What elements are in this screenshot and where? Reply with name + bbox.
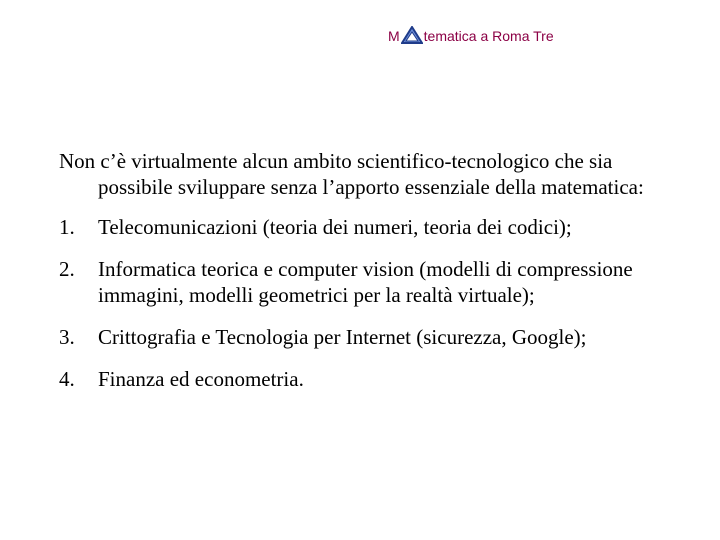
list-item-text: Telecomunicazioni (teoria dei numeri, teoria dei codici); <box>98 215 572 239</box>
triangle-a-logo-icon <box>401 26 423 44</box>
header-title-prefix: M <box>388 28 400 44</box>
header-title-suffix: tematica a Roma Tre <box>423 28 554 44</box>
application-list <box>59 214 679 392</box>
list-item-number: 2. <box>59 257 75 281</box>
list-item-text: Finanza ed econometria. <box>98 367 304 391</box>
slide-header <box>388 26 554 46</box>
list-item <box>59 366 679 392</box>
list-item-text: Informatica teorica e computer vision (modelli di compressione immagini, modelli geometrici per la realtà virtuale); <box>98 257 633 307</box>
list-item-number: 4. <box>59 367 75 391</box>
list-item-number: 1. <box>59 215 75 239</box>
slide-content <box>59 148 679 408</box>
list-item <box>59 214 679 240</box>
list-item <box>59 324 679 350</box>
list-item-text: Crittografia e Tecnologia per Internet (sicurezza, Google); <box>98 325 587 349</box>
list-item-number: 3. <box>59 325 75 349</box>
intro-paragraph: Non c’è virtualmente alcun ambito scientifico-tecnologico che sia possibile sviluppare senza l’apporto essenziale della matematica: <box>59 149 644 199</box>
list-item <box>59 256 679 308</box>
